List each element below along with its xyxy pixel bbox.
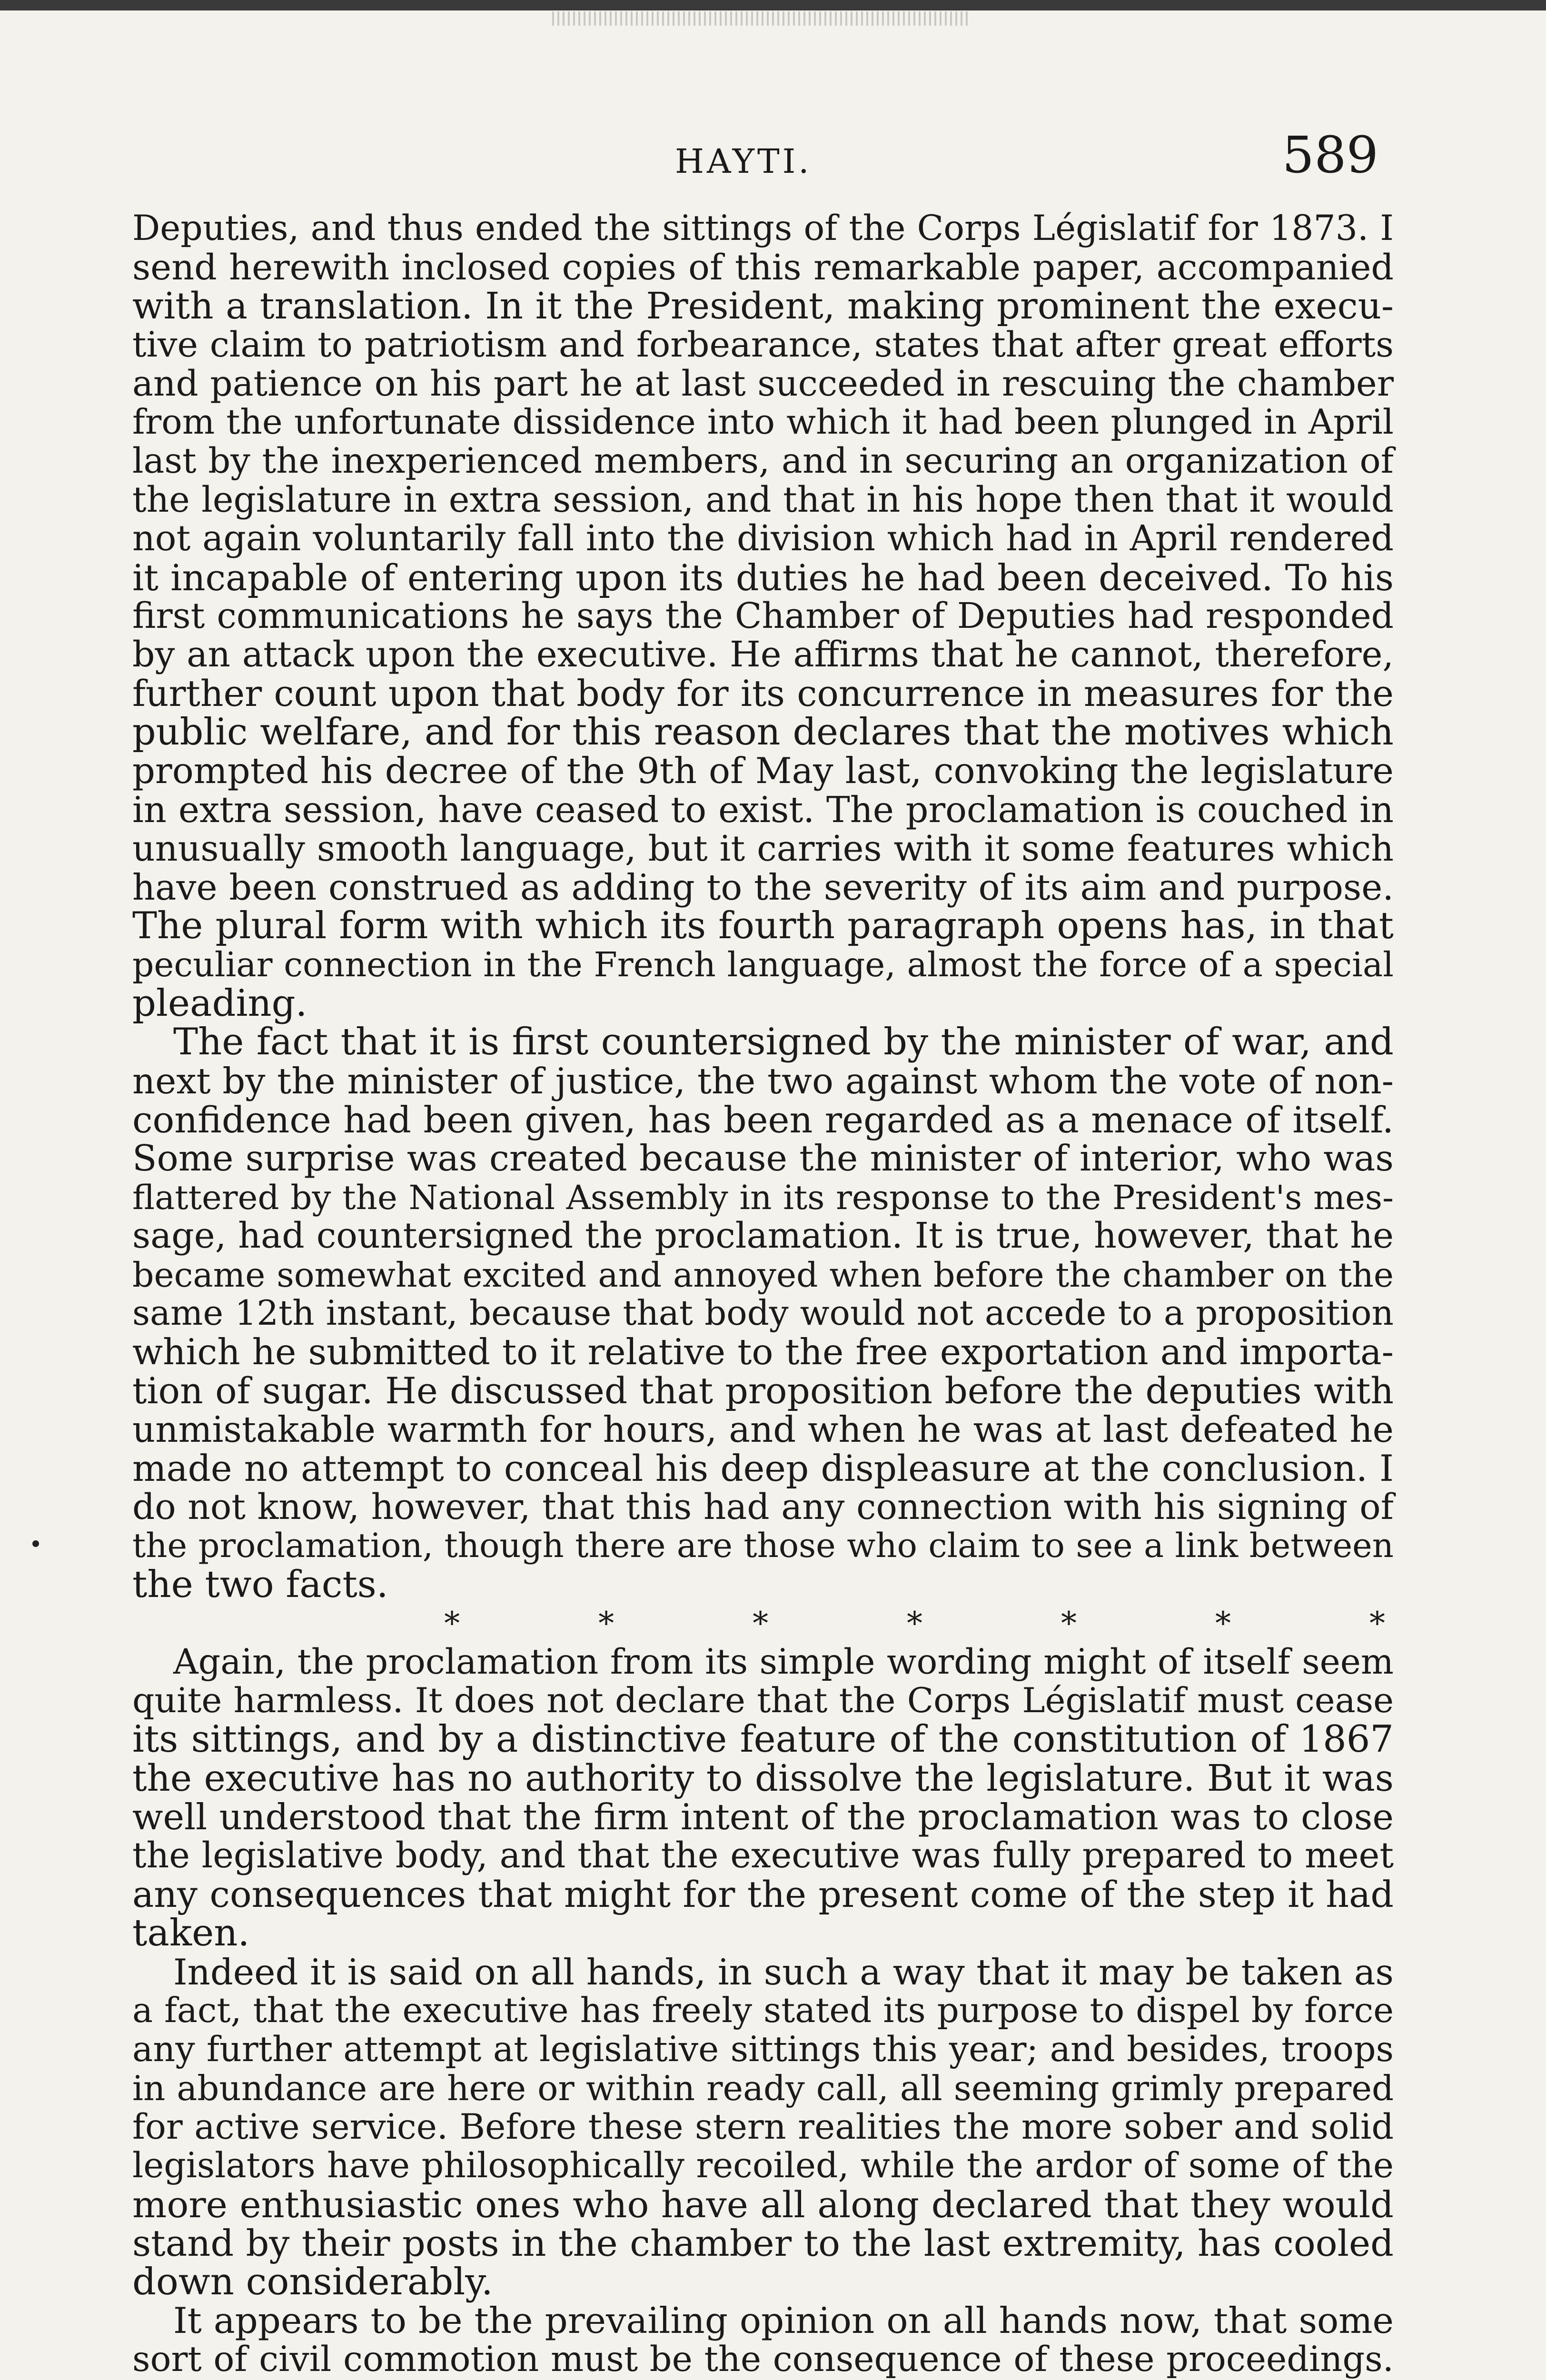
text-line: which he submitted to it relative to the free exportation and importa- bbox=[132, 1331, 1394, 1373]
text-line: prompted his decree of the 9th of May last, convoking the legislature bbox=[132, 750, 1394, 792]
text-line: unmistakable warmth for hours, and when he was at last defeated he bbox=[132, 1408, 1394, 1451]
text-line: more enthusiastic ones who have all along declared that they would bbox=[132, 2183, 1394, 2226]
text-line: it incapable of entering upon its duties he had been deceived. To his bbox=[132, 556, 1394, 599]
text-line: peculiar connection in the French language, almost the force of a special bbox=[132, 945, 1394, 985]
text-line: Indeed it is said on all hands, in such a way that it may be taken as bbox=[173, 1951, 1394, 1993]
text-line: from the unfortunate dissidence into which it had been plunged in April bbox=[132, 402, 1394, 442]
text-line: for active service. Before these stern realities the more sober and solid bbox=[132, 2107, 1394, 2148]
text-line: Some surprise was created because the minister of interior, who was bbox=[132, 1137, 1394, 1180]
margin-dot bbox=[32, 1540, 39, 1547]
text-line: in extra session, have ceased to exist. The proclamation is couched in bbox=[132, 789, 1394, 831]
text-line: public welfare, and for this reason declares that the motives which bbox=[132, 711, 1394, 754]
text-line: sort of civil commotion must be the consequence of these proceedings. bbox=[132, 2339, 1394, 2380]
text-line: do not know, however, that this had any connection with his signing of bbox=[132, 1486, 1394, 1527]
text-line: Again, the proclamation from its simple wording might of itself seem bbox=[173, 1642, 1394, 1683]
top-border bbox=[0, 0, 1546, 10]
text-line: taken. bbox=[132, 1912, 250, 1955]
text-line: by an attack upon the executive. He affirms that he cannot, therefore, bbox=[132, 634, 1394, 675]
text-line: unusually smooth language, but it carries with it some features which bbox=[132, 828, 1394, 870]
text-line: first communications he says the Chamber of Deputies had responded bbox=[132, 595, 1394, 636]
text-line: the legislature in extra session, and that in his hope then that it would bbox=[132, 479, 1394, 520]
section-break-stars: * * * * * * * bbox=[444, 1605, 1385, 1642]
text-line: legislators have philosophically recoiled, while the ardor of some of the bbox=[132, 2145, 1394, 2186]
text-line: the two facts. bbox=[132, 1563, 388, 1606]
text-line: made no attempt to conceal his deep displeasure at the conclusion. I bbox=[132, 1447, 1394, 1489]
text-line: in abundance are here or within ready call, all seeming grimly prepared bbox=[132, 2068, 1394, 2108]
text-line: the proclamation, though there are those who claim to see a link between bbox=[132, 1526, 1394, 1566]
text-line: flattered by the National Assembly in its response to the President's mes- bbox=[132, 1177, 1394, 1217]
text-line: became somewhat excited and annoyed when before the chamber on the bbox=[132, 1255, 1394, 1295]
text-line: tion of sugar. He discussed that proposition before the deputies with bbox=[132, 1369, 1394, 1412]
text-line: its sittings, and by a distinctive feature of the constitution of 1867 bbox=[132, 1718, 1394, 1761]
text-line: have been construed as adding to the severity of its aim and purpose. bbox=[132, 866, 1394, 908]
text-line: send herewith inclosed copies of this remarkable paper, accompanied bbox=[132, 247, 1394, 288]
text-line: any further attempt at legislative sittings this year; and besides, troops bbox=[132, 2029, 1394, 2070]
text-line: The fact that it is first countersigned by the minister of war, and bbox=[173, 1021, 1394, 1064]
text-line: and patience on his part he at last succeeded in rescuing the chamber bbox=[132, 363, 1394, 404]
text-line: next by the minister of justice, the two against whom the vote of non- bbox=[132, 1060, 1394, 1102]
text-line: last by the inexperienced members, and in securing an organization of bbox=[132, 441, 1394, 482]
text-line: well understood that the firm intent of the proclamation was to close bbox=[132, 1796, 1394, 1838]
text-line: any consequences that might for the present come of the step it had bbox=[132, 1873, 1394, 1915]
text-line: quite harmless. It does not declare that the Corps Législatif must cease bbox=[132, 1680, 1394, 1721]
body-text bbox=[132, 209, 1394, 2379]
text-line: sage, had countersigned the proclamation. It is true, however, that he bbox=[132, 1215, 1394, 1257]
text-line: confidence had been given, has been regarded as a menace of itself. bbox=[132, 1098, 1394, 1141]
text-line: The plural form with which its fourth paragraph opens has, in that bbox=[132, 904, 1394, 948]
text-line: not again voluntarily fall into the division which had in April rendered bbox=[132, 518, 1394, 559]
text-line: down considerably. bbox=[132, 2260, 493, 2303]
running-head: HAYTI. bbox=[675, 142, 812, 181]
text-line: pleading. bbox=[132, 982, 307, 1025]
text-line: the legislative body, and that the executive was fully prepared to meet bbox=[132, 1835, 1394, 1876]
text-line: the executive has no authority to dissolve the legislature. But it was bbox=[132, 1757, 1394, 1800]
text-line: same 12th instant, because that body would not accede to a proposition bbox=[132, 1293, 1394, 1333]
text-line: tive claim to patriotism and forbearance, states that after great efforts bbox=[132, 325, 1394, 366]
text-line: It appears to be the prevailing opinion on all hands now, that some bbox=[173, 2300, 1394, 2342]
text-line: further count upon that body for its concurrence in measures for the bbox=[132, 672, 1394, 714]
text-line: stand by their posts in the chamber to the last extremity, has cooled bbox=[132, 2222, 1394, 2265]
text-line: Deputies, and thus ended the sittings of the Corps Législatif for 1873. I bbox=[132, 208, 1394, 248]
page-number: 589 bbox=[1282, 126, 1378, 184]
text-line: a fact, that the executive has freely stated its purpose to dispel by force bbox=[132, 1990, 1394, 2031]
scan-smudge bbox=[552, 11, 971, 26]
text-line: with a translation. In it the President, making prominent the execu- bbox=[132, 285, 1394, 327]
